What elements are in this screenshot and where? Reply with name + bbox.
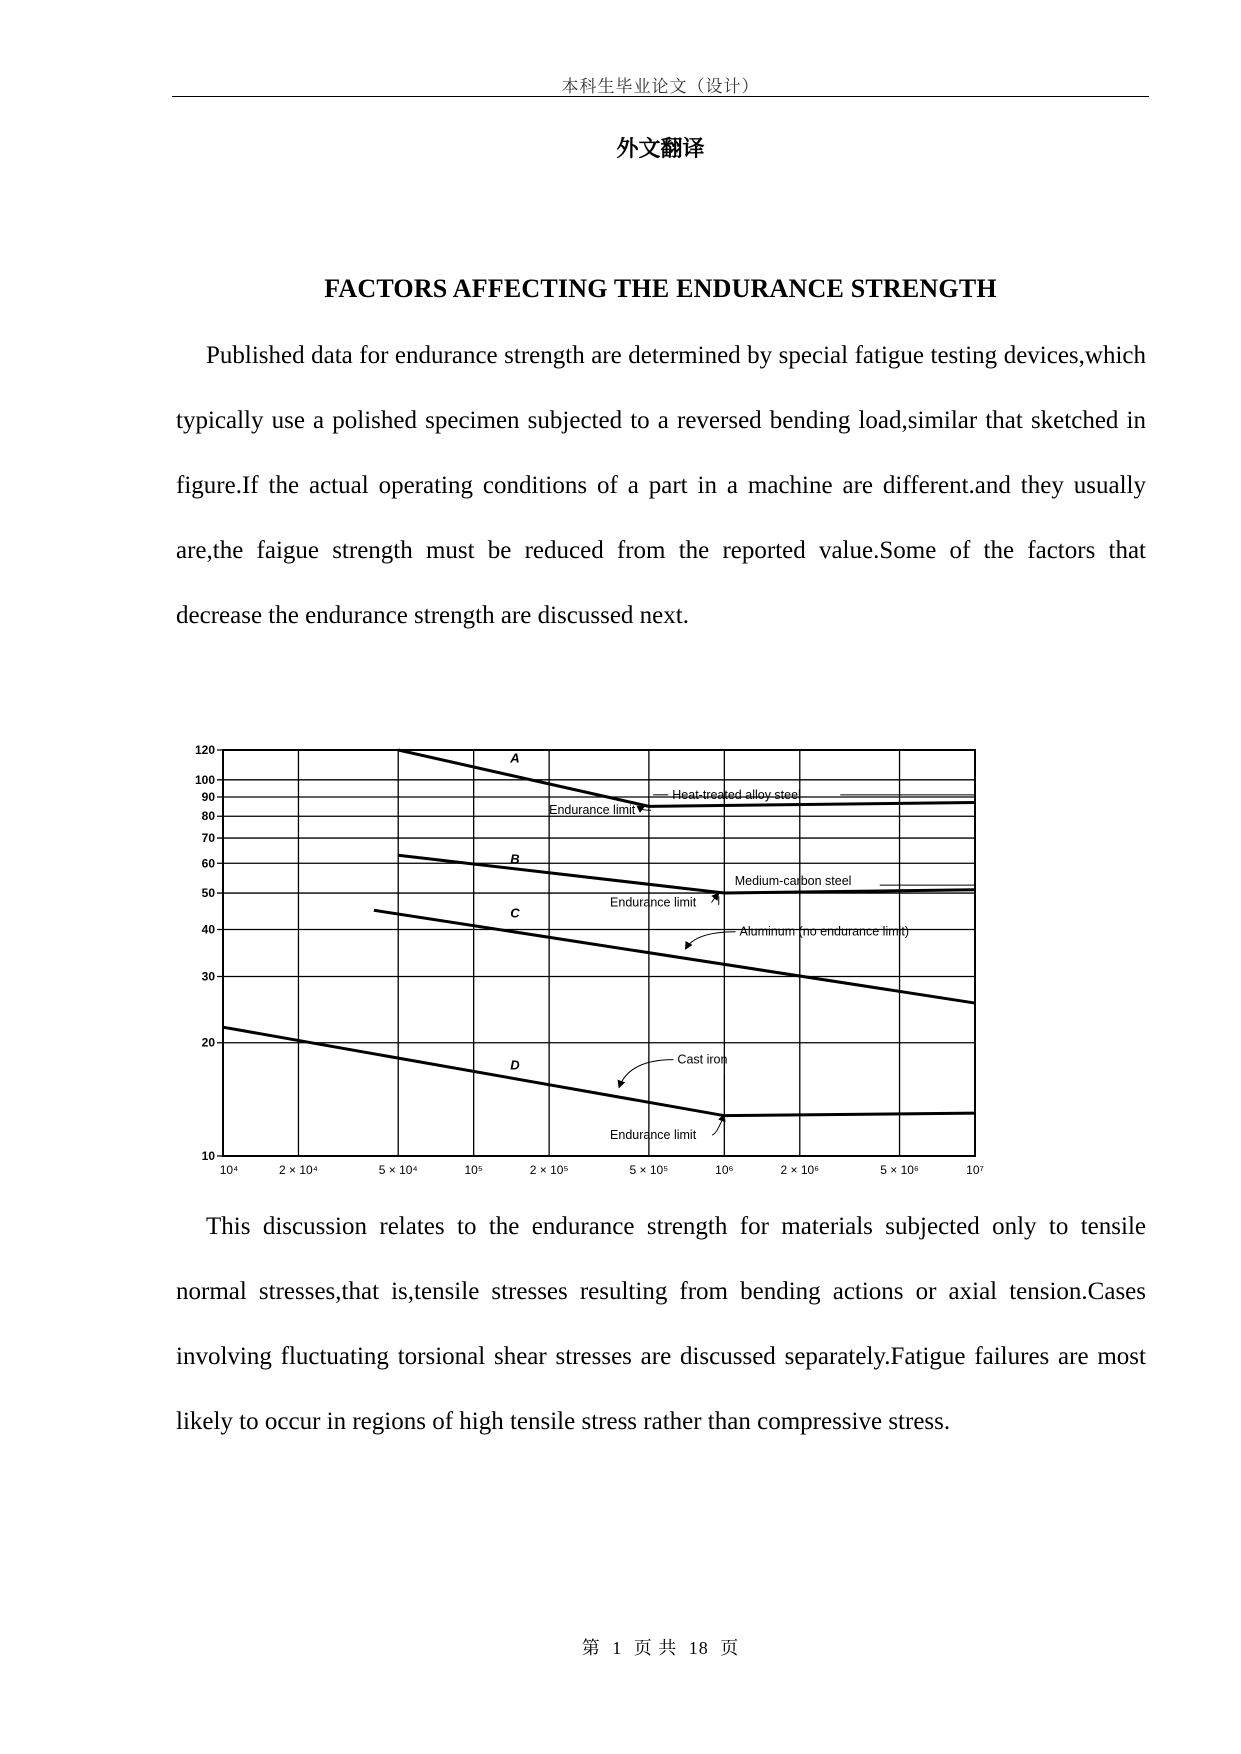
annotation-arrow-4 [686,932,736,949]
x-tick-label-7: 2 × 10⁶ [780,1163,820,1177]
x-tick-label-1: 2 × 10⁴ [279,1163,318,1177]
y-tick-label-7: 40 [201,922,215,937]
curve-letter-C: C [510,905,520,921]
curve-letter-D: D [510,1057,520,1073]
y-tick-label-5: 60 [201,856,215,871]
x-tick-label-9: 10⁷ [966,1163,984,1177]
annotation-label-4: Aluminum (no endurance limit) [739,924,910,939]
y-tick-label-4: 70 [201,831,215,846]
x-tick-label-5: 5 × 10⁵ [629,1163,669,1177]
annotation-arrow-3 [712,893,719,903]
y-tick-label-6: 50 [201,886,215,901]
footer-prefix: 第 [581,1638,601,1658]
footer-mid: 页 共 [633,1638,678,1658]
x-tick-label-6: 10⁶ [715,1163,734,1177]
section-title: 外文翻译 [616,137,705,162]
y-tick-label-8: 30 [201,969,215,984]
header-rule [172,96,1149,97]
annotation-arrow-5 [619,1060,673,1088]
annotation-label-2: Medium-carbon steel [734,874,852,889]
paragraph-1: Published data for endurance strength are determined by special fatigue testing devices,which typically use a polished specimen subjected to a reversed bending load,similar that sketched in figure.If the actual operating conditions of a part in a machine are different.and they usually are,the faigue strength must be reduced from the reported value.Some of the factors that decrease the endurance strength are discussed next. [176,342,1146,629]
curve-letter-B: B [510,851,520,867]
y-tick-label-2: 90 [201,790,215,805]
paragraph-2: This discussion relates to the endurance strength for materials subjected only to tensile normal stresses,that is,tensile stresses resulting from bending actions or axial tension.Cases involving fluctuating torsional shear stresses are discussed separately.Fatigue failures are most likely to occur in regions of high tensile stress rather than compressive stress. [176,1213,1146,1435]
y-tick-label-10: 10 [201,1149,215,1163]
annotation-label-0: Heat-treated alloy steel [672,787,801,802]
y-tick-label-9: 20 [201,1035,215,1050]
curve-letter-A: A [510,750,520,766]
x-tick-label-3: 10⁵ [464,1163,483,1177]
annotation-label-3: Endurance limit [610,895,697,910]
x-tick-label-0: 10⁴ [219,1163,239,1177]
page-header: 本科生毕业论文（设计） [561,77,760,96]
y-tick-label-0: 120 [194,743,215,757]
annotation-label-6: Endurance limit [610,1127,697,1142]
footer-total-pages: 18 [688,1638,709,1658]
annotation-arrow-6 [712,1114,724,1135]
footer-page-number: 1 [612,1638,623,1658]
annotation-label-5: Cast iron [677,1052,728,1067]
series-line-D [223,1027,975,1115]
endurance-chart [178,738,998,1178]
series-line-B [398,855,975,893]
x-tick-label-4: 2 × 10⁵ [529,1163,569,1177]
x-tick-label-8: 5 × 10⁶ [880,1163,919,1177]
paper-title: FACTORS AFFECTING THE ENDURANCE STRENGTH [324,274,997,303]
x-tick-label-2: 5 × 10⁴ [378,1163,418,1177]
footer-suffix: 页 [720,1638,740,1658]
y-tick-label-3: 80 [201,809,215,824]
y-tick-label-1: 100 [194,772,215,787]
page-footer [0,1634,1241,1660]
annotation-label-1: Endurance limit [549,803,636,818]
